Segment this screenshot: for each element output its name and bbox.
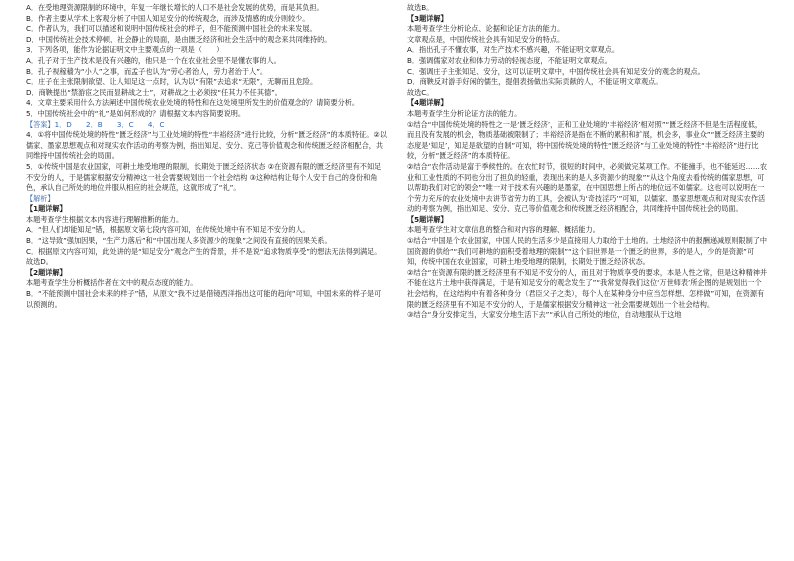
- left-paragraph: 【答案】1．D 2．B 3．C 4．C: [26, 119, 165, 129]
- right-paragraph: A．指出孔子不懂农事，对生产技术不感兴趣，不能证明文章观点。: [407, 45, 619, 55]
- left-paragraph: C．作者认为，我们可以描述和说明中国传统社会的样子，但不能预测中国社会的未来发展。: [26, 24, 317, 34]
- right-column: [407, 3, 768, 561]
- left-column: [26, 3, 387, 561]
- right-paragraph: ②结合“农作活动是富于季候性的。在农忙时节，很短的时间中，必须做完某项工作。不能撞手，也不能延迟……农业和工业性质的不同也分出了担负的轻重，表现出来的是人多资源少的现象”“从这个角度去看传统的儒家思想，可以帮助我们对它的领会”“唯一对于技术有兴趣的是墨家，在中国思想上所占的地位远不如儒家。这也可以说明在一个劳力充斥的农业处境中去讲节省劳力的工具，会被认为‘奇技淫巧’”可知，以儒家、墨家思想观点和对现实农作活动的考察为例，指出知足、安分、克己等价值观念和传统匮乏经济相配合，共同维持中国传统社会的局面。: [407, 161, 767, 214]
- left-paragraph: A．“但人们却能知足”错，根据原文第七段内容可知，在传统处境中有不知足不安分的人。: [26, 225, 310, 235]
- right-paragraph: 【5题详解】: [407, 214, 448, 224]
- left-paragraph: 【1题详解】: [26, 204, 67, 214]
- right-paragraph: ①结合“中国传统处境的特性之一是‘匮乏经济’，正和工业处境的‘丰裕经济’相对照”“匮乏经济不但是生活程度低，而且没有发展的机会，物质基础被限制了；丰裕经济是指在不断的累积和扩展，机会多，事业众”“匮乏经济主要的态度是‘知足’，知足是欲望的自制”可知，将中国传统处境的特性“匮乏经济”与工业处境的特性“丰裕经济”进行比较，分析“匮乏经济”的本质特征。: [407, 119, 765, 161]
- right-paragraph: 本题考查学生对文章信息的整合和对内容的理解、概括能力。: [407, 225, 600, 235]
- left-paragraph: C．庄子在主张限制欲望、让人知足这一点时，认为以“有限”去追求“无限”，无聊而且危险。: [26, 77, 318, 87]
- left-paragraph: 本题考查学生分析概括作者在文中的观点态度的能力。: [26, 278, 198, 288]
- left-paragraph: 故选D。: [26, 257, 53, 267]
- right-paragraph: B．强调儒家对农业和体力劳动的轻视态度，不能证明文章观点。: [407, 55, 612, 65]
- left-paragraph: 【解析】: [26, 193, 55, 203]
- right-paragraph: 本题考查学生分析论点、论据和论证方法的能力。: [407, 24, 565, 34]
- left-paragraph: 4．①将中国传统处境的特性“匮乏经济”与工业处境的特性“丰裕经济”进行比较，分析“匮乏经济”的本质特征。②以儒家、墨家思想观点和对现实农作活动的考察为例，指出知足、安分、克己等价值观念和传统匮乏经济相配合，共同维持中国传统社会的局面。: [26, 130, 387, 161]
- right-paragraph: C．强调庄子主张知足、安分，这可以证明文章中，中国传统社会具有知足安分的观念的观点。: [407, 66, 705, 76]
- right-paragraph: D．商鞅反对游手好闲的儒生，提倡表扬做出实际贡献的人，不能证明文章观点。: [407, 77, 663, 87]
- left-paragraph: B．孔子视稼穑为“小人”之事，而孟子也认为“劳心者治人，劳力者治于人”。: [26, 66, 268, 76]
- right-paragraph: 文章观点是，中国传统社会具有知足安分的特点。: [407, 34, 565, 44]
- right-paragraph: 故选C。: [407, 87, 434, 97]
- right-paragraph: 故选B。: [407, 3, 434, 12]
- left-paragraph: B．“不能预测中国社会未来的样子”错，从原文“我不过是借镜西洋指出这可能的趋向”可知，中国未来的样子是可以预测的。: [26, 289, 382, 309]
- left-paragraph: B．“这导致”强加因果，“生产力落后”和“中国出现人多资源少的现象”之间没有直接的因果关系。: [26, 236, 332, 246]
- left-paragraph: 4．文章主要采用什么方法阐述中国传统农业处境的特性和在这处境里所发生的价值观念的？请简要分析。: [26, 98, 360, 108]
- left-paragraph: D．中国传统社会技术停顿、社会静止的局面，是由匮乏经济和社会生活中的观念来共同维持的。: [26, 34, 332, 44]
- left-paragraph: A．孔子对于生产技术是没有兴趣的，他只是一个在农业社会里不是懂农事的人。: [26, 55, 281, 65]
- left-paragraph: 3．下列各项，能作为论据证明文中主要观点的一项是（ ）: [26, 45, 224, 55]
- left-paragraph: 【2题详解】: [26, 267, 67, 277]
- left-paragraph: 5．①传统中国是农业国家，可耕土地受地理的限制，长期处于匮乏经济状态 ②在资源有限的匮乏经济里有不知足不安分的人，于是儒家根据安分精神这一社会需要规划出一个社会结构 ③这种结构让每个人安于自己的身份和角色，承认自己所处的地位并服从相应的社会规范，这就形成了“礼”。: [26, 161, 382, 193]
- right-paragraph: ③结合“身分安排定当，大家安分地生活下去”“承认自己所处的地位，自动地服从于这地: [407, 310, 682, 320]
- left-paragraph: A．在受地理资源限制的环境中，年复一年继长增长的人口不是社会发展的优势，而是其负担。: [26, 3, 324, 12]
- left-paragraph: B．作者主要从学术上客观分析了中国人知足安分的传统观念，而涉及情感的成分则较少。: [26, 13, 310, 23]
- right-paragraph: 【4题详解】: [407, 98, 448, 108]
- left-paragraph: 本题考查学生根据文本内容进行理解推断的能力。: [26, 214, 184, 224]
- left-paragraph: D．商鞅提出“禁游宦之民而显耕战之士”，对耕战之士必须按“任其力不任其德”。: [26, 87, 282, 97]
- left-paragraph: C．根据原文内容可知，此处讲的是“知足安分”观念产生的背景，并不是说“追求物质享受”的想法无法得到满足。: [26, 246, 382, 256]
- left-paragraph: 5．中国传统社会中的“礼”是如何形成的？请根据文本内容简要说明。: [26, 108, 246, 118]
- right-paragraph: ①结合“中国是个农业国家，中国人民的生活多少是直接用人力取给于土地的。土地经济中的报酬递减原则限制了中国资源的供给”“我们可耕地的面积受着地理的限制”“这个旧世界是一个匮乏的世界，多的是人，少的是资源”可知，传统中国在农业国家，可耕土地受地理的限制，长期处于匮乏经济状态。: [407, 236, 767, 267]
- right-paragraph: ②结合“在资源有限的匮乏经济里有不知足不安分的人，而且对于物质享受的要求，本是人性之常，但是这种精神并不能在这片土地中获得满足，于是有知足安分的观念发生了”“我常觉得我们这位‘万世师表’所企图的是规划出一个社会结构，在这结构中有着各种身分（君臣父子之类），每个人在某种身分中应当怎样想、怎样做”可知，在资源有限的匮乏经济里有不知足不安分的人，于是儒家根据安分精神这一社会需要规划出一个社会结构。: [407, 267, 767, 309]
- right-paragraph: 【3题详解】: [407, 13, 448, 23]
- right-paragraph: 本题考查学生分析论证方法的能力。: [407, 108, 522, 118]
